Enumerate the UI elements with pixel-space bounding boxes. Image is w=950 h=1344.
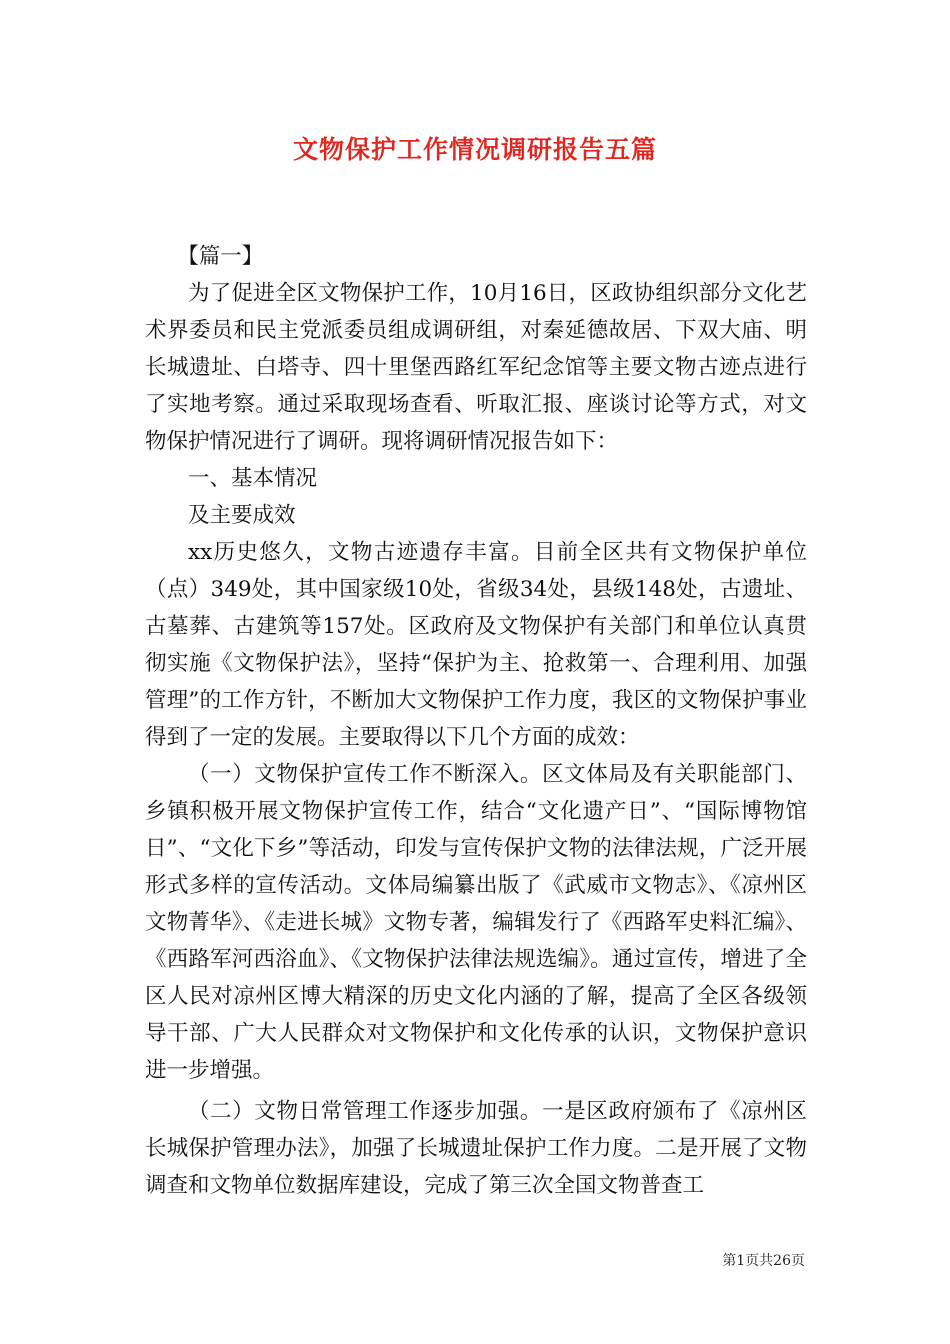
document-body: [145, 238, 807, 1204]
paragraph: （一）文物保护宣传工作不断深入。区文体局及有关职能部门、乡镇积极开展文物保护宣传工作，结合“文化遗产日”、“国际博物馆日”、“文化下乡”等活动，印发与宣传保护文物的法律法规，广泛开展形式多样的宣传活动。文体局编纂出版了《武威市文物志》、《凉州区文物菁华》、《走进长城》文物专著，编辑发行了《西路军史料汇编》、《西路军河西浴血》、《文物保护法律法规选编》。通过宣传，增进了全区人民对凉州区博大精深的历史文化内涵的了解，提高了全区各级领导干部、广大人民群众对文物保护和文化传承的认识，文物保护意识进一步增强。: [145, 762, 807, 1083]
subheading-continuation: 及主要成效: [188, 503, 296, 528]
section-heading: 【篇一】: [177, 244, 264, 269]
page-title: 文物保护工作情况调研报告五篇: [292, 135, 657, 164]
paragraph: （二）文物日常管理工作逐步加强。一是区政府颁布了《凉州区长城保护管理办法》，加强了长城遗址保护工作力度。二是开展了文物调查和文物单位数据库建设，完成了第三次全国文物普查工: [145, 1099, 807, 1198]
paragraph: xx历史悠久，文物古迹遗存丰富。目前全区共有文物保护单位（点）349处，其中国家级10处，省级34处，县级148处，古遗址、古墓葬、古建筑等157处。区政府及文物保护有关部门和单位认真贯彻实施《文物保护法》，坚持“保护为主、抢救第一、合理利用、加强管理”的工作方针，不断加大文物保护工作力度，我区的文物保护事业得到了一定的发展。主要取得以下几个方面的成效：: [145, 540, 807, 750]
page-number: 第1页共26页: [722, 1253, 805, 1269]
paragraph: 为了促进全区文物保护工作，10月16日，区政协组织部分文化艺术界委员和民主党派委员组成调研组，对秦延德故居、下双大庙、明长城遗址、白塔寺、四十里堡西路红军纪念馆等主要文物古迹点进行了实地考察。通过采取现场查看、听取汇报、座谈讨论等方式，对文物保护情况进行了调研。现将调研情况报告如下：: [145, 281, 807, 454]
subheading: 一、基本情况: [188, 466, 318, 491]
